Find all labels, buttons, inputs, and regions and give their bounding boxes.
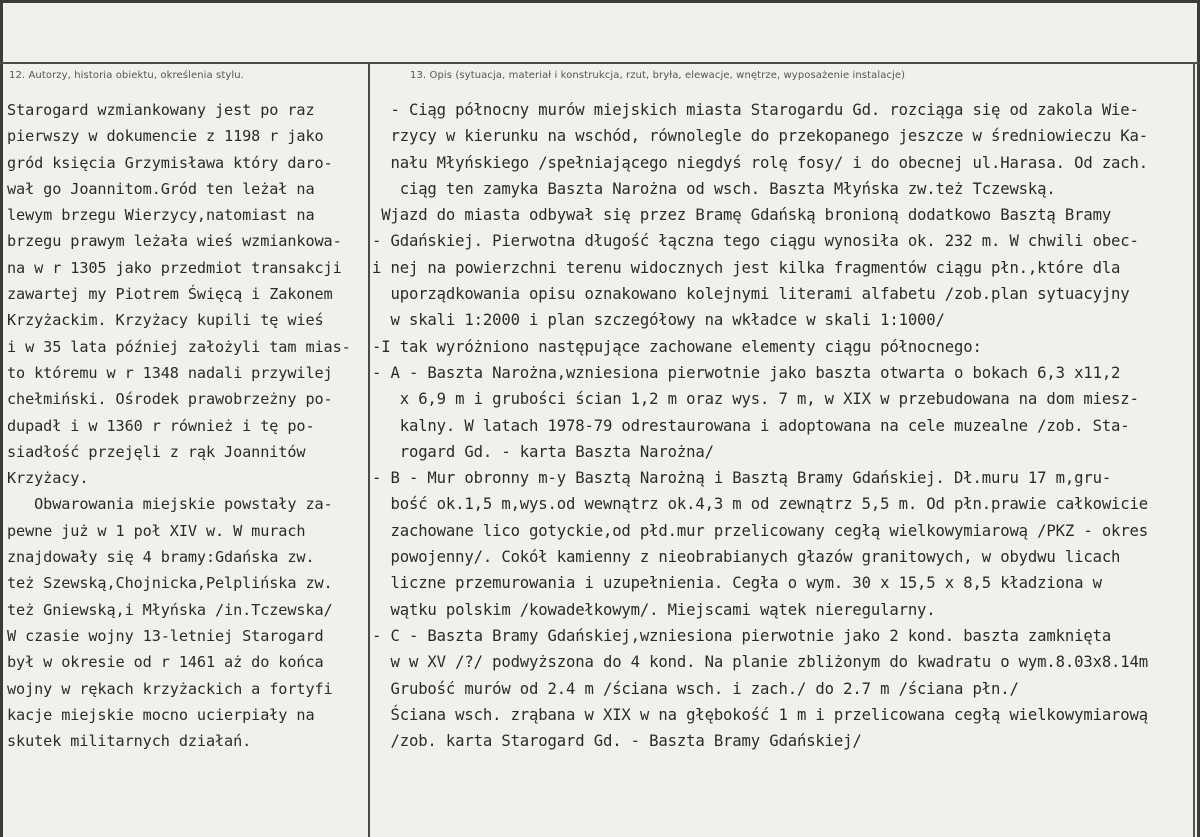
- right-column-header: 13. Opis (sytuacja, materiał i konstrukcja, rzut, bryła, elewacje, wnętrze, wyposażenie instalacje): [410, 70, 906, 81]
- history-text-line: wał go Joannitom.Gród ten leżał na: [7, 179, 315, 198]
- description-text-line: liczne przemurowania i uzupełnienia. Cegła o wym. 30 x 15,5 x 8,5 kładziona w: [372, 574, 1102, 593]
- history-text-line: kacje miejskie mocno ucierpiały na: [7, 705, 315, 724]
- history-text-line: znajdowały się 4 bramy:Gdańska zw.: [7, 548, 315, 567]
- top-border: [0, 0, 1200, 3]
- description-text-line: - B - Mur obronny m-y Basztą Narożną i Basztą Bramy Gdańskiej. Dł.muru 17 m,gru-: [372, 469, 1112, 488]
- description-text-line: Grubość murów od 2.4 m /ściana wsch. i zach./ do 2.7 m /ściana płn./: [372, 679, 1019, 698]
- history-text-line: Starogard wzmiankowany jest po raz: [7, 101, 315, 119]
- description-text-line: - C - Baszta Bramy Gdańskiej,wzniesiona pierwotnie jako 2 kond. baszta zamknięta: [372, 626, 1112, 645]
- right-edge-line: [1193, 62, 1195, 837]
- description-text-line: x 6,9 m i grubości ścian 1,2 m oraz wys. 7 m, w XIX w przebudowana na dom miesz-: [372, 390, 1139, 409]
- history-text-line: i w 35 lata później założyli tam mias-: [7, 337, 351, 356]
- history-text-line: W czasie wojny 13-letniej Starogard: [7, 626, 324, 645]
- description-text-line: i nej na powierzchni terenu widocznych jest kilka fragmentów ciągu płn.,które dla: [372, 258, 1121, 277]
- history-text-line: też Szewską,Chojnicka,Pelplińska zw.: [7, 574, 333, 593]
- description-text-line: w w XV /?/ podwyższona do 4 kond. Na planie zbliżonym do kwadratu o wym.8.03x8.14m: [372, 653, 1149, 672]
- description-column: [372, 97, 1190, 754]
- history-text-line: chełmiński. Ośrodek prawobrzeżny po-: [7, 390, 333, 409]
- description-text-line: -I tak wyróżniono następujące zachowane elementy ciągu północnego:: [372, 337, 982, 356]
- description-text-line: Wjazd do miasta odbywał się przez Bramę Gdańską bronioną dodatkowo Basztą Bramy: [372, 206, 1112, 225]
- history-text-line: brzegu prawym leżała wieś wzmiankowa-: [7, 232, 342, 251]
- history-text-line: to któremu w r 1348 nadali przywilej: [7, 363, 333, 382]
- history-text-line: lewym brzegu Wierzycy,natomiast na: [7, 206, 315, 225]
- column-divider: [368, 62, 370, 837]
- history-text-line: Krzyżacy.: [7, 469, 89, 488]
- description-text-line: ciąg ten zamyka Baszta Narożna od wsch. Baszta Młyńska zw.też Tczewską.: [372, 179, 1056, 198]
- description-text-line: - Ciąg północny murów miejskich miasta Starogardu Gd. rozciąga się od zakola Wie-: [372, 101, 1139, 119]
- history-text-line: skutek militarnych działań.: [7, 732, 252, 751]
- history-text-line: na w r 1305 jako przedmiot transakcji: [7, 258, 342, 277]
- description-text-line: - A - Baszta Narożna,wzniesiona pierwotnie jako baszta otwarta o bokach 6,3 x11,2: [372, 363, 1121, 382]
- description-text-line: - Gdańskiej. Pierwotna długość łączna tego ciągu wynosiła ok. 232 m. W chwili obec-: [372, 232, 1139, 251]
- header-divider: [0, 62, 1200, 64]
- description-text-line: wątku polskim /kowadełkowym/. Miejscami wątek nieregularny.: [372, 600, 936, 619]
- history-text-line: zawartej my Piotrem Święcą i Zakonem: [7, 285, 333, 304]
- history-text-line: pewne już w 1 poł XIV w. W murach: [7, 521, 306, 540]
- description-text-line: Ściana wsch. zrąbana w XIX w na głębokość 1 m i przelicowana cegłą wielkowymiarową: [372, 705, 1149, 724]
- description-text-line: w skali 1:2000 i plan szczegółowy na wkładce w skali 1:1000/: [372, 311, 945, 330]
- history-text-line: dupadł i w 1360 r również i tę po-: [7, 416, 315, 435]
- history-text-line: też Gniewską,i Młyńska /in.Tczewska/: [7, 600, 333, 619]
- description-text-line: rogard Gd. - karta Baszta Narożna/: [372, 442, 714, 461]
- history-text-line: wojny w rękach krzyżackich a fortyfi: [7, 679, 333, 698]
- history-column: [7, 97, 367, 754]
- history-text-line: był w okresie od r 1461 aż do końca: [7, 653, 324, 672]
- description-text-line: powojenny/. Cokół kamienny z nieobrabianych głazów granitowych, w obydwu licach: [372, 548, 1121, 567]
- description-text-line: bość ok.1,5 m,wys.od wewnątrz ok.4,3 m od zewnątrz 5,5 m. Od płn.prawie całkowicie: [372, 495, 1149, 514]
- history-text-line: pierwszy w dokumencie z 1198 r jako: [7, 127, 324, 146]
- description-text-line: zachowane lico gotyckie,od płd.mur przelicowany cegłą wielkowymiarową /PKZ - okres: [372, 521, 1149, 540]
- description-text-line: kalny. W latach 1978-79 odrestaurowana i adoptowana na cele muzealne /zob. Sta-: [372, 416, 1130, 435]
- left-border: [0, 0, 3, 837]
- description-text-line: /zob. karta Starogard Gd. - Baszta Bramy Gdańskiej/: [372, 732, 862, 751]
- description-text-line: uporządkowania opisu oznakowano kolejnymi literami alfabetu /zob.plan sytuacyjny: [372, 285, 1130, 304]
- description-text-line: rzycy w kierunku na wschód, równolegle do przekopanego jeszcze w średniowieczu Ka-: [372, 127, 1149, 146]
- history-text-line: Obwarowania miejskie powstały za-: [7, 495, 333, 514]
- description-text-line: nału Młyńskiego /spełniającego niegdyś rolę fosy/ i do obecnej ul.Harasa. Od zach.: [372, 153, 1149, 172]
- history-text-line: siadłość przejęli z rąk Joannitów: [7, 442, 306, 461]
- history-text-line: gród księcia Grzymisława który daro-: [7, 153, 333, 172]
- left-column-header: 12. Autorzy, historia obiektu, określenia stylu.: [9, 70, 244, 81]
- history-text-line: Krzyżackim. Krzyżacy kupili tę wieś: [7, 311, 324, 330]
